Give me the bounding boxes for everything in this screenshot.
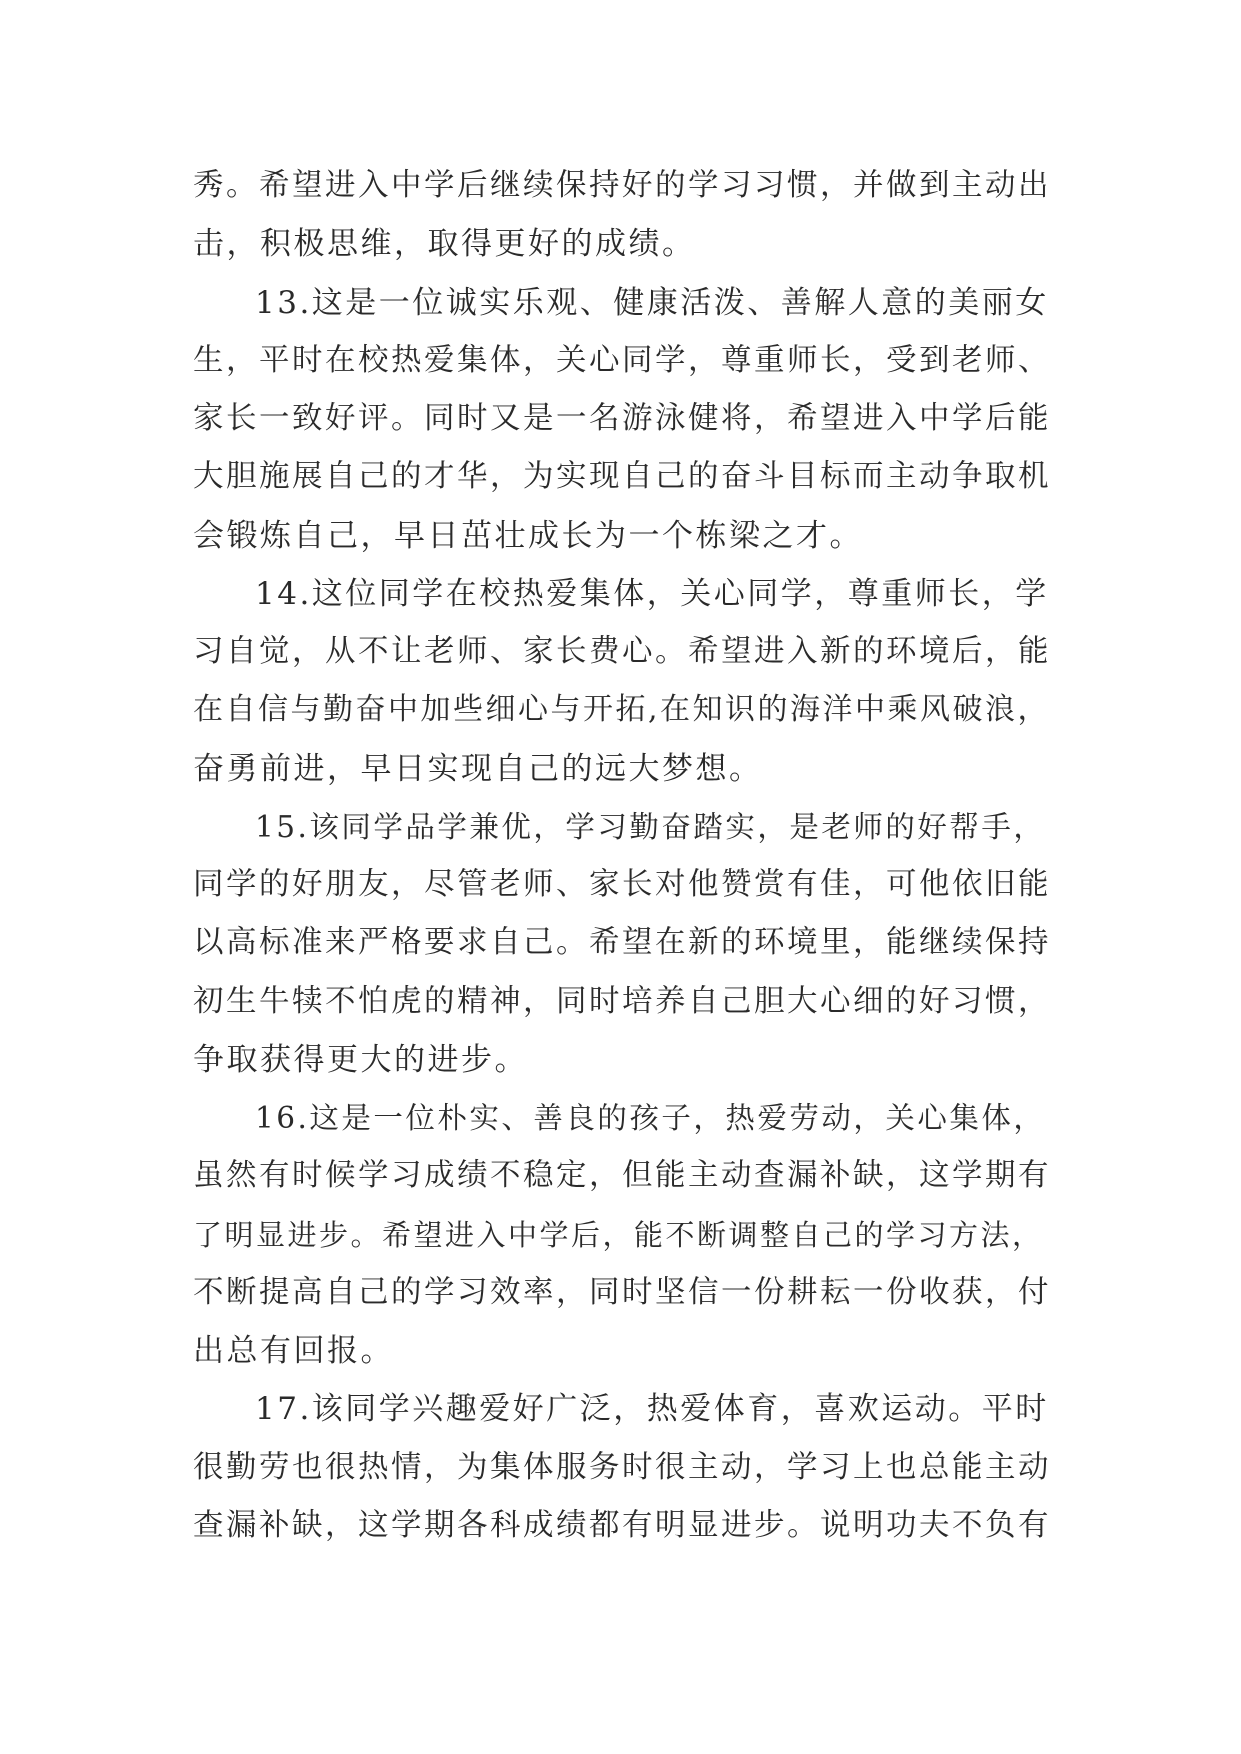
- text-line: 以高标准来严格要求自己。希望在新的环境里，能继续保持: [193, 925, 1051, 960]
- paragraph-13-first-line: 13.这是一位诚实乐观、健康活泼、善解人意的美丽女: [255, 285, 1049, 321]
- paragraph-15-first-line: 15.该同学品学兼优，学习勤奋踏实，是老师的好帮手，: [255, 810, 1046, 844]
- text-line: 虽然有时候学习成绩不稳定，但能主动查漏补缺，这学期有: [193, 1158, 1051, 1193]
- text-line: 同学的好朋友，尽管老师、家长对他赞赏有佳，可他依旧能: [193, 867, 1051, 902]
- text-line: 出总有回报。: [193, 1333, 394, 1369]
- text-line: 初生牛犊不怕虎的精神，同时培养自己胆大心细的好习惯，: [193, 984, 1051, 1019]
- text-line: 击，积极思维，取得更好的成绩。: [193, 226, 696, 262]
- text-line: 大胆施展自己的才华，为实现自己的奋斗目标而主动争取机: [193, 459, 1051, 494]
- text-line: 习自觉，从不让老师、家长费心。希望进入新的环境后，能: [193, 634, 1051, 669]
- text-line: 奋勇前进，早日实现自己的远大梦想。: [193, 751, 763, 787]
- text-line: 在自信与勤奋中加些细心与开拓,在知识的海洋中乘风破浪，: [193, 692, 1051, 727]
- paragraph-16-first-line: 16.这是一位朴实、善良的孩子，热爱劳动，关心集体，: [255, 1101, 1046, 1135]
- text-line: 家长一致好评。同时又是一名游泳健将，希望进入中学后能: [193, 401, 1051, 436]
- paragraph-17-first-line: 17.该同学兴趣爱好广泛，热爱体育，喜欢运动。平时: [255, 1391, 1049, 1427]
- text-line: 秀。希望进入中学后继续保持好的学习习惯，并做到主动出: [193, 168, 1051, 203]
- text-line: 不断提高自己的学习效率，同时坚信一份耕耘一份收获，付: [193, 1275, 1051, 1310]
- text-line: 生，平时在校热爱集体，关心同学，尊重师长，受到老师、: [193, 343, 1051, 378]
- text-line: 了明显进步。希望进入中学后，能不断调整自己的学习方法，: [193, 1218, 1044, 1252]
- paragraph-14-first-line: 14.这位同学在校热爱集体，关心同学，尊重师长，学: [255, 576, 1049, 612]
- text-line: 查漏补缺，这学期各科成绩都有明显进步。说明功夫不负有: [193, 1508, 1051, 1543]
- text-line: 争取获得更大的进步。: [193, 1042, 528, 1078]
- text-line: 会锻炼自己，早日茁壮成长为一个栋梁之才。: [193, 518, 863, 554]
- text-line: 很勤劳也很热情，为集体服务时很主动，学习上也总能主动: [193, 1450, 1051, 1485]
